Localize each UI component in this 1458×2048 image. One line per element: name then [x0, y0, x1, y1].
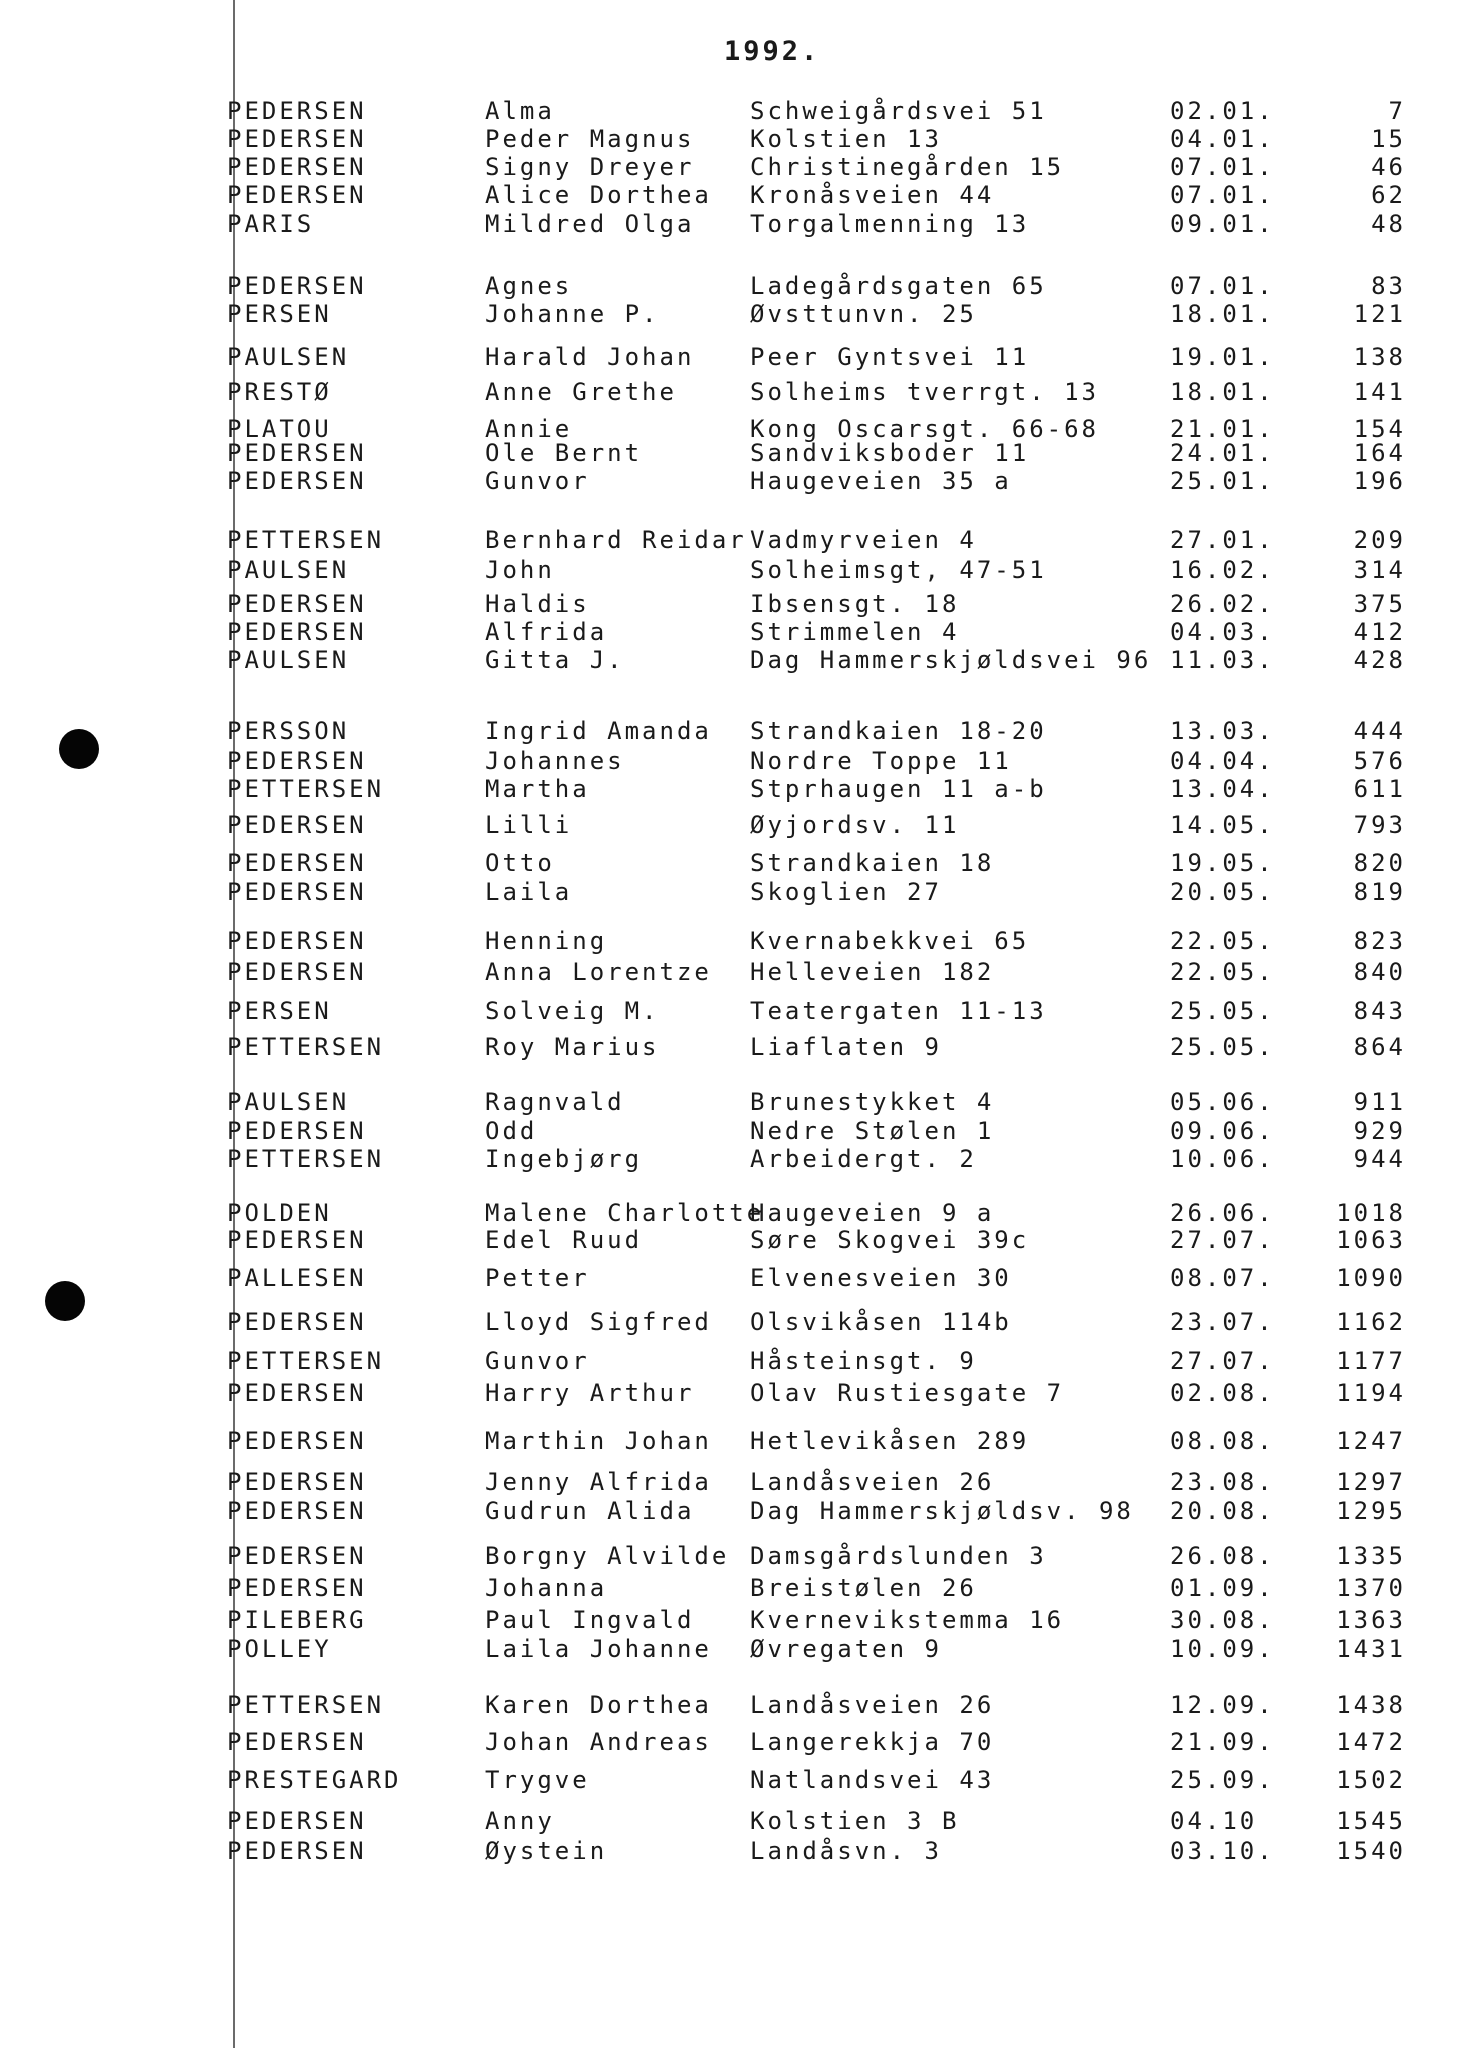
surname: PARIS — [227, 210, 315, 238]
first-name: Odd — [485, 1117, 538, 1145]
surname: PERSSON — [227, 717, 350, 745]
list-item — [0, 1541, 1458, 1571]
entry-number: 7 — [1388, 97, 1406, 125]
entry-number: 823 — [1353, 927, 1406, 955]
date: 25.05. — [1170, 1033, 1275, 1061]
list-item — [0, 271, 1458, 301]
date: 24.01. — [1170, 439, 1275, 467]
list-item — [0, 1573, 1458, 1603]
entry-number: 843 — [1353, 997, 1406, 1025]
first-name: Lloyd Sigfred — [485, 1308, 712, 1336]
first-name: Anna Lorentze — [485, 958, 712, 986]
entry-number: 412 — [1353, 618, 1406, 646]
surname: PEDERSEN — [227, 1837, 367, 1865]
address: Strandkaien 18 — [750, 849, 995, 877]
list-item — [0, 716, 1458, 746]
date: 12.09. — [1170, 1691, 1275, 1719]
first-name: Alma — [485, 97, 555, 125]
entry-number: 1297 — [1336, 1468, 1406, 1496]
entry-number: 1295 — [1336, 1497, 1406, 1525]
surname: PEDERSEN — [227, 272, 367, 300]
first-name: Edel Ruud — [485, 1226, 643, 1254]
address: Haugeveien 35 a — [750, 467, 1012, 495]
date: 04.03. — [1170, 618, 1275, 646]
surname: PEDERSEN — [227, 1117, 367, 1145]
first-name: Marthin Johan — [485, 1427, 712, 1455]
address: Kong Oscarsgt. 66-68 — [750, 415, 1099, 443]
address: Skoglien 27 — [750, 878, 942, 906]
date: 10.09. — [1170, 1635, 1275, 1663]
entry-number: 929 — [1353, 1117, 1406, 1145]
surname: PEDERSEN — [227, 927, 367, 955]
entry-number: 840 — [1353, 958, 1406, 986]
address: Landåsvn. 3 — [750, 1837, 942, 1865]
address: Liaflaten 9 — [750, 1033, 942, 1061]
surname: PEDERSEN — [227, 1468, 367, 1496]
surname: PEDERSEN — [227, 467, 367, 495]
entry-number: 1502 — [1336, 1766, 1406, 1794]
list-item — [0, 1378, 1458, 1408]
address: Damsgårdslunden 3 — [750, 1542, 1047, 1570]
date: 26.06. — [1170, 1199, 1275, 1227]
surname: PERSEN — [227, 300, 332, 328]
first-name: Malene Charlotte — [485, 1199, 765, 1227]
surname: PEDERSEN — [227, 1379, 367, 1407]
first-name: Johan Andreas — [485, 1728, 712, 1756]
entry-number: 1063 — [1336, 1226, 1406, 1254]
surname: PERSEN — [227, 997, 332, 1025]
first-name: Trygve — [485, 1766, 590, 1794]
first-name: Henning — [485, 927, 608, 955]
list-item — [0, 774, 1458, 804]
entry-number: 1194 — [1336, 1379, 1406, 1407]
first-name: Harald Johan — [485, 343, 695, 371]
surname: POLDEN — [227, 1199, 332, 1227]
entry-number: 1540 — [1336, 1837, 1406, 1865]
first-name: Johannes — [485, 747, 625, 775]
date: 08.07. — [1170, 1264, 1275, 1292]
first-name: Peder Magnus — [485, 125, 695, 153]
list-item — [0, 1198, 1458, 1228]
first-name: Laila — [485, 878, 573, 906]
surname: PAULSEN — [227, 343, 350, 371]
date: 01.09. — [1170, 1574, 1275, 1602]
first-name: Ole Bernt — [485, 439, 643, 467]
date: 19.05. — [1170, 849, 1275, 877]
entry-number: 1162 — [1336, 1308, 1406, 1336]
surname: PRESTEGARD — [227, 1766, 402, 1794]
surname: PEDERSEN — [227, 849, 367, 877]
date: 16.02. — [1170, 556, 1275, 584]
date: 22.05. — [1170, 958, 1275, 986]
surname: PLATOU — [227, 415, 332, 443]
list-item — [0, 617, 1458, 647]
date: 26.08. — [1170, 1542, 1275, 1570]
surname: PEDERSEN — [227, 958, 367, 986]
address: Brunestykket 4 — [750, 1088, 995, 1116]
date: 25.09. — [1170, 1766, 1275, 1794]
list-item — [0, 877, 1458, 907]
list-item — [0, 926, 1458, 956]
entry-number: 611 — [1353, 775, 1406, 803]
address: Langerekkja 70 — [750, 1728, 995, 1756]
first-name: Karen Dorthea — [485, 1691, 712, 1719]
surname: PALLESEN — [227, 1264, 367, 1292]
date: 07.01. — [1170, 153, 1275, 181]
surname: PEDERSEN — [227, 878, 367, 906]
surname: POLLEY — [227, 1635, 332, 1663]
surname: PETTERSEN — [227, 1691, 385, 1719]
address: Sandviksboder 11 — [750, 439, 1030, 467]
address: Solheims tverrgt. 13 — [750, 378, 1099, 406]
date: 11.03. — [1170, 646, 1275, 674]
date: 23.08. — [1170, 1468, 1275, 1496]
list-item — [0, 996, 1458, 1026]
entry-number: 141 — [1353, 378, 1406, 406]
list-item — [0, 209, 1458, 239]
list-item — [0, 1634, 1458, 1664]
address: Kronåsveien 44 — [750, 181, 995, 209]
date: 04.10 — [1170, 1807, 1258, 1835]
address: Dag Hammerskjøldsvei 96 — [750, 646, 1152, 674]
list-item — [0, 848, 1458, 878]
date: 09.06. — [1170, 1117, 1275, 1145]
list-item — [0, 1307, 1458, 1337]
date: 02.01. — [1170, 97, 1275, 125]
list-item — [0, 466, 1458, 496]
first-name: Annie — [485, 415, 573, 443]
first-name: Gunvor — [485, 1347, 590, 1375]
date: 20.08. — [1170, 1497, 1275, 1525]
entry-number: 1370 — [1336, 1574, 1406, 1602]
list-item — [0, 1806, 1458, 1836]
surname: PEDERSEN — [227, 125, 367, 153]
list-item — [0, 342, 1458, 372]
entry-number: 944 — [1353, 1145, 1406, 1173]
list-item — [0, 957, 1458, 987]
first-name: Paul Ingvald — [485, 1606, 695, 1634]
date: 09.01. — [1170, 210, 1275, 238]
date: 25.01. — [1170, 467, 1275, 495]
surname: PEDERSEN — [227, 181, 367, 209]
address: Helleveien 182 — [750, 958, 995, 986]
entry-number: 121 — [1353, 300, 1406, 328]
address: Strimmelen 4 — [750, 618, 960, 646]
entry-number: 1545 — [1336, 1807, 1406, 1835]
surname: PEDERSEN — [227, 153, 367, 181]
first-name: Petter — [485, 1264, 590, 1292]
address: Ladegårdsgaten 65 — [750, 272, 1047, 300]
first-name: Gunvor — [485, 467, 590, 495]
address: Øvsttunvn. 25 — [750, 300, 977, 328]
address: Landåsveien 26 — [750, 1468, 995, 1496]
surname: PEDERSEN — [227, 1807, 367, 1835]
entry-number: 46 — [1371, 153, 1406, 181]
first-name: John — [485, 556, 555, 584]
surname: PEDERSEN — [227, 439, 367, 467]
date: 13.03. — [1170, 717, 1275, 745]
address: Kolstien 13 — [750, 125, 942, 153]
first-name: Jenny Alfrida — [485, 1468, 712, 1496]
date: 27.07. — [1170, 1226, 1275, 1254]
address: Håsteinsgt. 9 — [750, 1347, 977, 1375]
address: Øyjordsv. 11 — [750, 811, 960, 839]
list-item — [0, 1727, 1458, 1757]
list-item — [0, 589, 1458, 619]
address: Olav Rustiesgate 7 — [750, 1379, 1065, 1407]
list-item — [0, 438, 1458, 468]
surname: PEDERSEN — [227, 1728, 367, 1756]
entry-number: 375 — [1353, 590, 1406, 618]
surname: PRESTØ — [227, 378, 332, 406]
address: Natlandsvei 43 — [750, 1766, 995, 1794]
first-name: Lilli — [485, 811, 573, 839]
entry-number: 1431 — [1336, 1635, 1406, 1663]
entry-number: 911 — [1353, 1088, 1406, 1116]
entry-number: 1090 — [1336, 1264, 1406, 1292]
surname: PEDERSEN — [227, 1497, 367, 1525]
date: 03.10. — [1170, 1837, 1275, 1865]
first-name: Ingebjørg — [485, 1145, 643, 1173]
first-name: Otto — [485, 849, 555, 877]
entry-number: 1018 — [1336, 1199, 1406, 1227]
address: Torgalmenning 13 — [750, 210, 1030, 238]
first-name: Laila Johanne — [485, 1635, 712, 1663]
surname: PETTERSEN — [227, 1033, 385, 1061]
address: Elvenesveien 30 — [750, 1264, 1012, 1292]
first-name: Gudrun Alida — [485, 1497, 695, 1525]
entry-number: 138 — [1353, 343, 1406, 371]
entry-number: 48 — [1371, 210, 1406, 238]
address: Teatergaten 11-13 — [750, 997, 1047, 1025]
date: 02.08. — [1170, 1379, 1275, 1407]
first-name: Bernhard Reidar — [485, 526, 747, 554]
entry-number: 154 — [1353, 415, 1406, 443]
address: Arbeidergt. 2 — [750, 1145, 977, 1173]
first-name: Agnes — [485, 272, 573, 300]
entry-number: 164 — [1353, 439, 1406, 467]
list-item — [0, 377, 1458, 407]
list-item — [0, 525, 1458, 555]
surname: PILEBERG — [227, 1606, 367, 1634]
date: 27.01. — [1170, 526, 1275, 554]
first-name: Anny — [485, 1807, 555, 1835]
date: 07.01. — [1170, 181, 1275, 209]
first-name: Ingrid Amanda — [485, 717, 712, 745]
date: 04.01. — [1170, 125, 1275, 153]
entry-number: 1247 — [1336, 1427, 1406, 1455]
list-item — [0, 1144, 1458, 1174]
address: Nordre Toppe 11 — [750, 747, 1012, 775]
entry-number: 209 — [1353, 526, 1406, 554]
list-item — [0, 1467, 1458, 1497]
entry-number: 83 — [1371, 272, 1406, 300]
list-item — [0, 746, 1458, 776]
surname: PETTERSEN — [227, 1347, 385, 1375]
first-name: Gitta J. — [485, 646, 625, 674]
entry-number: 793 — [1353, 811, 1406, 839]
address: Stprhaugen 11 a-b — [750, 775, 1047, 803]
entry-number: 1177 — [1336, 1347, 1406, 1375]
first-name: Anne Grethe — [485, 378, 677, 406]
list-item — [0, 810, 1458, 840]
date: 18.01. — [1170, 378, 1275, 406]
page-title: 1992. — [724, 36, 821, 67]
list-item — [0, 1225, 1458, 1255]
surname: PEDERSEN — [227, 1574, 367, 1602]
date: 21.09. — [1170, 1728, 1275, 1756]
date: 20.05. — [1170, 878, 1275, 906]
list-item — [0, 1087, 1458, 1117]
address: Olsvikåsen 114b — [750, 1308, 1012, 1336]
surname: PEDERSEN — [227, 590, 367, 618]
address: Dag Hammerskjøldsv. 98 — [750, 1497, 1134, 1525]
first-name: Mildred Olga — [485, 210, 695, 238]
first-name: Ragnvald — [485, 1088, 625, 1116]
date: 14.05. — [1170, 811, 1275, 839]
entry-number: 576 — [1353, 747, 1406, 775]
date: 04.04. — [1170, 747, 1275, 775]
list-item — [0, 1346, 1458, 1376]
surname: PEDERSEN — [227, 1308, 367, 1336]
address: Kvernevikstemma 16 — [750, 1606, 1065, 1634]
surname: PAULSEN — [227, 646, 350, 674]
first-name: Harry Arthur — [485, 1379, 695, 1407]
list-item — [0, 555, 1458, 585]
list-item — [0, 1496, 1458, 1526]
list-item — [0, 1263, 1458, 1293]
surname: PEDERSEN — [227, 1542, 367, 1570]
surname: PEDERSEN — [227, 811, 367, 839]
address: Schweigårdsvei 51 — [750, 97, 1047, 125]
entry-number: 444 — [1353, 717, 1406, 745]
date: 19.01. — [1170, 343, 1275, 371]
first-name: Johanna — [485, 1574, 608, 1602]
entry-number: 62 — [1371, 181, 1406, 209]
entry-number: 196 — [1353, 467, 1406, 495]
address: Haugeveien 9 a — [750, 1199, 995, 1227]
surname: PETTERSEN — [227, 775, 385, 803]
date: 08.08. — [1170, 1427, 1275, 1455]
first-name: Alfrida — [485, 618, 608, 646]
list-item — [0, 299, 1458, 329]
list-item — [0, 1116, 1458, 1146]
address: Søre Skogvei 39c — [750, 1226, 1030, 1254]
surname: PETTERSEN — [227, 1145, 385, 1173]
address: Ibsensgt. 18 — [750, 590, 960, 618]
list-item — [0, 645, 1458, 675]
date: 23.07. — [1170, 1308, 1275, 1336]
entry-number: 314 — [1353, 556, 1406, 584]
entry-number: 1335 — [1336, 1542, 1406, 1570]
list-item — [0, 1426, 1458, 1456]
first-name: Roy Marius — [485, 1033, 660, 1061]
date: 26.02. — [1170, 590, 1275, 618]
entry-number: 1438 — [1336, 1691, 1406, 1719]
first-name: Haldis — [485, 590, 590, 618]
date: 30.08. — [1170, 1606, 1275, 1634]
first-name: Johanne P. — [485, 300, 660, 328]
date: 05.06. — [1170, 1088, 1275, 1116]
first-name: Solveig M. — [485, 997, 660, 1025]
entry-number: 1363 — [1336, 1606, 1406, 1634]
surname: PEDERSEN — [227, 1226, 367, 1254]
surname: PEDERSEN — [227, 97, 367, 125]
date: 25.05. — [1170, 997, 1275, 1025]
address: Nedre Stølen 1 — [750, 1117, 995, 1145]
first-name: Alice Dorthea — [485, 181, 712, 209]
date: 10.06. — [1170, 1145, 1275, 1173]
surname: PETTERSEN — [227, 526, 385, 554]
address: Solheimsgt, 47-51 — [750, 556, 1047, 584]
surname: PAULSEN — [227, 556, 350, 584]
date: 21.01. — [1170, 415, 1275, 443]
entry-number: 864 — [1353, 1033, 1406, 1061]
address: Breistølen 26 — [750, 1574, 977, 1602]
address: Landåsveien 26 — [750, 1691, 995, 1719]
address: Kvernabekkvei 65 — [750, 927, 1030, 955]
address: Hetlevikåsen 289 — [750, 1427, 1030, 1455]
date: 13.04. — [1170, 775, 1275, 803]
address: Øvregaten 9 — [750, 1635, 942, 1663]
address: Peer Gyntsvei 11 — [750, 343, 1030, 371]
list-item — [0, 1690, 1458, 1720]
address: Christinegården 15 — [750, 153, 1065, 181]
entry-number: 1472 — [1336, 1728, 1406, 1756]
surname: PEDERSEN — [227, 747, 367, 775]
list-item — [0, 1765, 1458, 1795]
address: Kolstien 3 B — [750, 1807, 960, 1835]
list-item — [0, 1032, 1458, 1062]
first-name: Martha — [485, 775, 590, 803]
surname: PEDERSEN — [227, 618, 367, 646]
entry-number: 819 — [1353, 878, 1406, 906]
first-name: Signy Dreyer — [485, 153, 695, 181]
date: 18.01. — [1170, 300, 1275, 328]
date: 27.07. — [1170, 1347, 1275, 1375]
first-name: Øystein — [485, 1837, 608, 1865]
surname: PEDERSEN — [227, 1427, 367, 1455]
address: Vadmyrveien 4 — [750, 526, 977, 554]
address: Strandkaien 18-20 — [750, 717, 1047, 745]
list-item — [0, 124, 1458, 154]
date: 07.01. — [1170, 272, 1275, 300]
first-name: Borgny Alvilde — [485, 1542, 730, 1570]
list-item — [0, 152, 1458, 182]
list-item — [0, 180, 1458, 210]
surname: PAULSEN — [227, 1088, 350, 1116]
entry-number: 428 — [1353, 646, 1406, 674]
list-item — [0, 1605, 1458, 1635]
entry-number: 820 — [1353, 849, 1406, 877]
entry-number: 15 — [1371, 125, 1406, 153]
list-item — [0, 1836, 1458, 1866]
list-item — [0, 96, 1458, 126]
date: 22.05. — [1170, 927, 1275, 955]
